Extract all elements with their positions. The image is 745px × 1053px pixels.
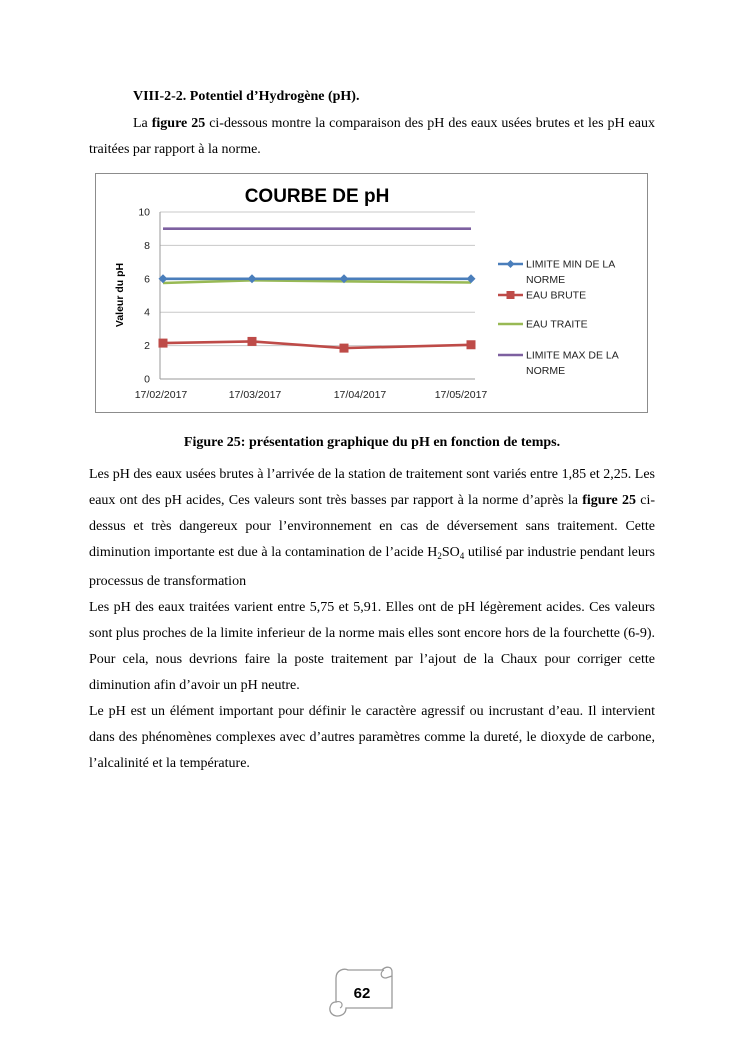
paragraph-3: Le pH est un élément important pour définir le caractère agressif ou incrustant d’eau. Il intervient dans des phénomènes complexes avec d’autres paramètres comme la dureté, le dioxyde de carbone, l’alcalinité et la température. <box>89 704 655 771</box>
legend-entry: EAU BRUTE <box>526 289 587 302</box>
data-point <box>159 339 168 348</box>
ph-line-chart <box>95 173 648 413</box>
intro-text-2: ci-dessous montre la comparaison des pH des eaux usées brutes et les pH eaux traitées par rapport à la norme. <box>89 116 655 157</box>
page-number: 62 <box>353 985 371 1002</box>
figure-caption: Figure 25: présentation graphique du pH en fonction de temps. <box>183 435 561 450</box>
data-point <box>248 337 257 346</box>
y-tick-label: 8 <box>144 239 150 252</box>
legend-entry: LIMITE MIN DE LA NORME <box>526 258 616 286</box>
legend-entry: EAU TRAITE <box>526 318 588 331</box>
data-point <box>248 274 257 283</box>
legend-marker <box>507 260 515 268</box>
x-tick-label: 17/05/2017 <box>434 389 488 401</box>
x-tick-label: 17/03/2017 <box>228 389 282 401</box>
section-title: VIII-2-2. Potentiel d’Hydrogène (pH). <box>133 89 360 104</box>
intro-paragraph <box>89 111 655 163</box>
y-tick-label: 0 <box>144 373 150 386</box>
x-tick-label: 17/02/2017 <box>134 389 188 401</box>
paragraph-2: Les pH des eaux traitées varient entre 5,75 et 5,91. Elles ont de pH légèrement acides. Ces valeurs sont plus proches de la limite inferieur de la norme mais elles sont encore hors de la fourchette (6-9). Pour cela, nous devrions faire la poste traitement par l’ajout de la Chaux pour corriger cette diminution afin d’avoir un pH neutre. <box>89 600 655 693</box>
data-point <box>467 340 476 349</box>
data-point <box>340 344 349 353</box>
body-text <box>89 462 655 777</box>
y-tick-label: 2 <box>144 340 150 353</box>
figure-reference: figure 25 <box>582 493 636 508</box>
y-tick-label: 6 <box>144 273 150 286</box>
y-tick-label: 10 <box>138 206 150 219</box>
legend-marker <box>507 291 515 299</box>
y-tick-label: 4 <box>144 306 150 319</box>
y-axis-label: Valeur du pH <box>114 262 126 328</box>
paragraph-1: Les pH des eaux usées brutes à l’arrivée de la station de traitement sont variés entre 1,85 et 2,25. Les eaux ont des pH acides, Ces valeurs sont très basses par rapport à la norme d’après la figure 25 ci-dessus et très dangereux pour l’environnement en cas de déversement sans traitement. Cette diminution importante est due à la contamination de l’acide $H_2SO_4$ utilisé par industrie pendant leurs processus de transformation <box>89 467 656 589</box>
chart-title: COURBE DE pH <box>244 186 390 207</box>
intro-figure-ref: figure 25 <box>151 116 206 131</box>
series-line <box>163 341 471 348</box>
legend-entry: LIMITE MAX DE LA NORME <box>526 349 619 377</box>
intro-text-1: La <box>133 116 152 131</box>
page-number-scroll <box>322 962 422 1026</box>
x-tick-label: 17/04/2017 <box>333 389 387 401</box>
series-line <box>163 280 471 283</box>
